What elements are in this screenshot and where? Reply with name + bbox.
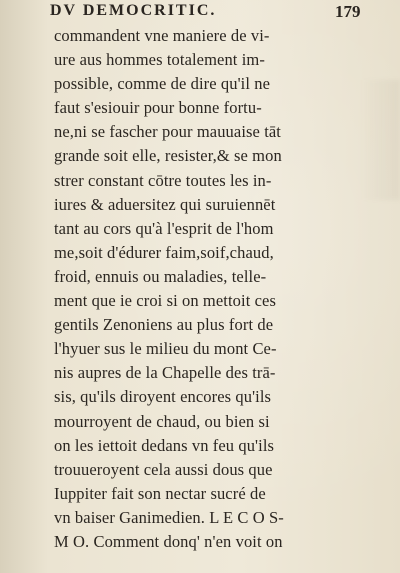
text-line: faut s'esiouir pour bonne fortu- (54, 98, 262, 118)
page-show-through (360, 80, 400, 200)
text-line: l'hyuer sus le milieu du mont Ce- (54, 339, 277, 359)
text-line: froid, ennuis ou maladies, telle- (54, 266, 267, 286)
text-line: ne,ni se fascher pour mauuaise tāt (54, 122, 281, 142)
text-line: M O. Comment donq' n'en voit on (54, 531, 283, 551)
text-line: tant au cors qu'à l'esprit de l'hom (54, 218, 274, 238)
running-title: DV DEMOCRITIC. (50, 2, 217, 19)
text-line: ment que ie croi si on mettoit ces (54, 291, 276, 311)
text-line: trouueroyent cela aussi dous que (54, 459, 273, 479)
text-line: grande soit elle, resister,& se mon (54, 146, 282, 166)
text-line: me,soit d'édurer faim,soif,chaud, (54, 242, 274, 262)
text-line: vn baiser Ganimedien. L E C O S- (54, 507, 284, 527)
text-line: sis, qu'ils diroyent encores qu'ils (54, 387, 272, 407)
text-line: possible, comme de dire qu'il ne (54, 74, 271, 94)
text-line: ure aus hommes totalement im- (54, 50, 265, 70)
text-line: strer constant cōtre toutes les in- (54, 170, 272, 190)
body-text (54, 24, 354, 554)
text-line: nis aupres de la Chapelle des trā- (54, 363, 276, 383)
page-header (0, 2, 400, 24)
text-line: Iuppiter fait son nectar sucré de (54, 483, 266, 503)
text-line: on les iettoit dedans vn feu qu'ils (54, 435, 275, 455)
page-number: 179 (335, 2, 361, 21)
text-line: gentils Zenoniens au plus fort de (54, 315, 274, 335)
text-line: mourroyent de chaud, ou bien si (54, 411, 270, 431)
text-line: iures & aduersitez qui suruiennēt (54, 194, 276, 214)
text-line: commandent vne maniere de vi- (54, 26, 270, 45)
